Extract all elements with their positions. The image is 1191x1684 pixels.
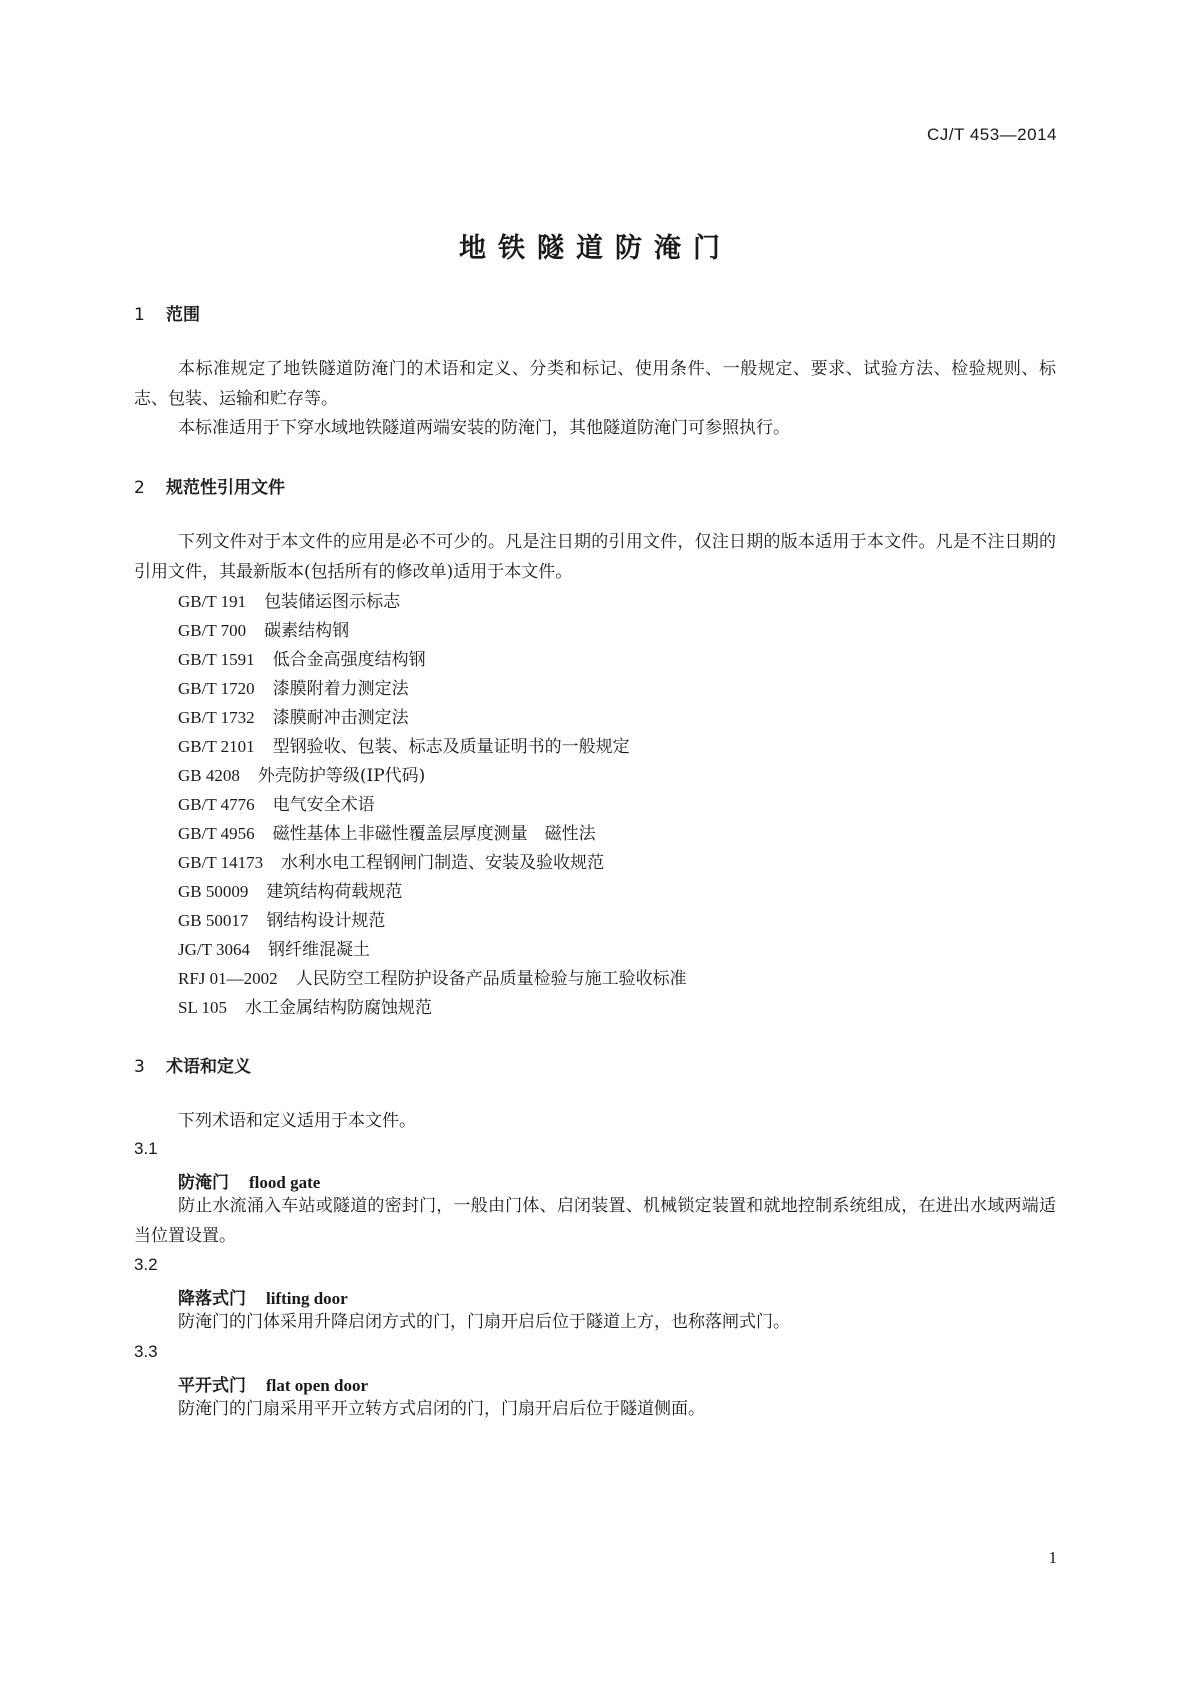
- reference-title: 包装储运图示标志: [264, 592, 401, 612]
- section-number: 2: [134, 478, 145, 498]
- term-definition: 防淹门的门扇采用平开立转方式启闭的门，门扇开启后位于隧道侧面。: [178, 1399, 705, 1419]
- reference-item: [178, 616, 349, 641]
- reference-title: 电气安全术语: [272, 795, 375, 815]
- reference-code: GB/T 4776: [178, 795, 255, 814]
- term-en: flood gate: [249, 1173, 321, 1192]
- reference-title: 漆膜附着力测定法: [272, 679, 409, 699]
- reference-title: 低合金高强度结构钢: [272, 650, 426, 670]
- standard-code: CJ/T 453—2014: [927, 125, 1057, 144]
- term-zh: 降落式门: [178, 1289, 246, 1309]
- reference-item: [178, 587, 400, 612]
- reference-item: [178, 645, 426, 670]
- section-number: 3: [134, 1057, 145, 1077]
- reference-item: [178, 674, 409, 699]
- reference-code: SL 105: [178, 998, 227, 1017]
- reference-code: GB/T 1591: [178, 650, 255, 669]
- term-entry: [178, 1371, 368, 1396]
- section-3-heading: [134, 1052, 251, 1077]
- reference-title: 钢结构设计规范: [266, 911, 386, 931]
- reference-item: [178, 964, 687, 989]
- clause-number: 3.3: [134, 1342, 158, 1361]
- section-title: 范围: [166, 305, 200, 325]
- term-definition: 防淹门的门体采用升降启闭方式的门，门扇开启后位于隧道上方，也称落闸式门。: [178, 1312, 790, 1332]
- term-en: flat open door: [266, 1376, 368, 1395]
- section-title: 术语和定义: [166, 1057, 251, 1077]
- reference-code: GB/T 1732: [178, 708, 255, 727]
- reference-code: GB 50017: [178, 911, 249, 930]
- reference-code: JG/T 3064: [178, 940, 250, 959]
- reference-code: GB/T 2101: [178, 737, 255, 756]
- reference-title: 人民防空工程防护设备产品质量检验与施工验收标准: [295, 969, 687, 989]
- reference-item: [178, 877, 402, 902]
- reference-code: GB 50009: [178, 882, 249, 901]
- section-1-heading: [134, 300, 200, 325]
- section-2-heading: [134, 473, 285, 498]
- term-en: lifting door: [266, 1289, 348, 1308]
- reference-item: [178, 848, 604, 873]
- term-entry: [178, 1168, 320, 1193]
- reference-title: 建筑结构荷载规范: [266, 882, 403, 902]
- reference-code: GB 4208: [178, 766, 240, 785]
- reference-code: RFJ 01—2002: [178, 969, 278, 988]
- reference-code: GB/T 191: [178, 592, 247, 611]
- term-definition: 防止水流涌入车站或隧道的密封门，一般由门体、启闭装置、机械锁定装置和就地控制系统组成，在进出水域两端适当位置设置。: [134, 1196, 1056, 1246]
- page-number: 1: [1048, 1548, 1057, 1567]
- reference-code: GB/T 1720: [178, 679, 255, 698]
- reference-code: GB/T 14173: [178, 853, 264, 872]
- clause-number: 3.2: [134, 1255, 158, 1274]
- reference-item: [178, 935, 370, 960]
- term-zh: 防淹门: [178, 1173, 229, 1193]
- reference-item: [178, 819, 596, 844]
- reference-code: GB/T 700: [178, 621, 247, 640]
- reference-item: [178, 993, 432, 1018]
- reference-item: [178, 732, 630, 757]
- reference-title: 型钢验收、包装、标志及质量证明书的一般规定: [272, 737, 630, 757]
- reference-title: 磁性基体上非磁性覆盖层厚度测量 磁性法: [272, 824, 596, 844]
- reference-title: 碳素结构钢: [264, 621, 350, 641]
- section-2-intro: 下列文件对于本文件的应用是必不可少的。凡是注日期的引用文件，仅注日期的版本适用于本文件。凡是不注日期的引用文件，其最新版本(包括所有的修改单)适用于本文件。: [134, 532, 1056, 582]
- section-number: 1: [134, 305, 145, 325]
- reference-item: [178, 790, 375, 815]
- reference-item: [178, 703, 409, 728]
- reference-title: 外壳防护等级(IP代码): [257, 766, 426, 786]
- reference-item: [178, 761, 425, 786]
- reference-title: 漆膜耐冲击测定法: [272, 708, 409, 728]
- reference-code: GB/T 4956: [178, 824, 255, 843]
- reference-title: 水工金属结构防腐蚀规范: [244, 998, 432, 1018]
- reference-item: [178, 906, 385, 931]
- section-title: 规范性引用文件: [166, 478, 285, 498]
- term-zh: 平开式门: [178, 1376, 246, 1396]
- section-1-paragraph: 本标准适用于下穿水域地铁隧道两端安装的防淹门，其他隧道防淹门可参照执行。: [178, 418, 790, 438]
- reference-title: 钢纤维混凝土: [267, 940, 370, 960]
- term-entry: [178, 1284, 348, 1309]
- section-3-intro: 下列术语和定义适用于本文件。: [178, 1111, 416, 1131]
- document-title: 地铁隧道防淹门: [459, 233, 732, 264]
- clause-number: 3.1: [134, 1139, 158, 1158]
- reference-title: 水利水电工程钢闸门制造、安装及验收规范: [281, 853, 605, 873]
- section-1-paragraph: 本标准规定了地铁隧道防淹门的术语和定义、分类和标记、使用条件、一般规定、要求、试验方法、检验规则、标志、包装、运输和贮存等。: [134, 359, 1056, 409]
